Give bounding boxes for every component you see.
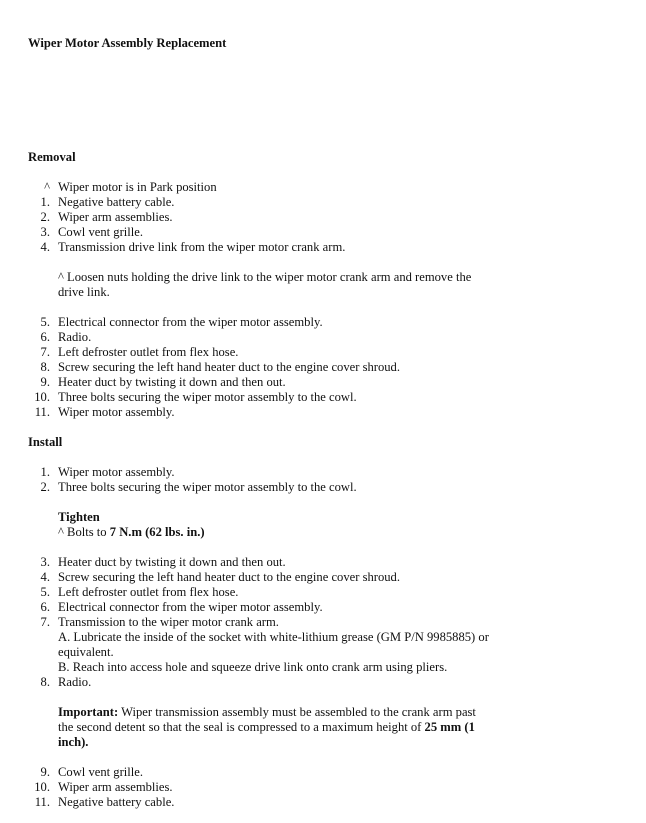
substep-a-cont: equivalent. [58, 645, 114, 659]
important-line [58, 705, 476, 720]
step-number: 3. [40, 225, 50, 239]
page-title: Wiper Motor Assembly Replacement [28, 36, 227, 50]
step-text: Cowl vent grille. [58, 765, 143, 779]
step-text: Heater duct by twisting it down and then out. [58, 555, 286, 569]
step-text: Screw securing the left hand heater duct to the engine cover shroud. [58, 360, 401, 374]
step-text: Negative battery cable. [58, 795, 175, 809]
step-text: Three bolts securing the wiper motor assembly to the cowl. [58, 480, 357, 494]
tighten-spec [58, 525, 205, 540]
important-label: Important: [58, 705, 119, 719]
step-text: Wiper arm assemblies. [58, 210, 173, 224]
step-text: Wiper motor assembly. [58, 405, 175, 419]
step-text: Left defroster outlet from flex hose. [58, 585, 239, 599]
substep-a: A. Lubricate the inside of the socket with white-lithium grease (GM P/N 9985885) or [58, 630, 489, 644]
step-text: Radio. [58, 675, 92, 689]
note-line: drive link. [58, 285, 110, 299]
step-number: 9. [40, 765, 50, 779]
install-heading: Install [28, 435, 63, 449]
step-text: Transmission drive link from the wiper motor crank arm. [58, 240, 346, 254]
important-text: the second detent so that the seal is compressed to a maximum height of [58, 720, 425, 734]
important-line [58, 720, 475, 735]
step-number: 4. [40, 240, 50, 254]
step-number: 6. [40, 600, 50, 614]
step-number: 8. [40, 360, 50, 374]
step-number: 5. [40, 315, 50, 329]
step-number: 5. [40, 585, 50, 599]
pre-note-text: Wiper motor is in Park position [58, 180, 217, 194]
substep-b: B. Reach into access hole and squeeze drive link onto crank arm using pliers. [58, 660, 448, 674]
step-text: Transmission to the wiper motor crank arm. [58, 615, 279, 629]
step-text: Cowl vent grille. [58, 225, 143, 239]
step-number: 3. [40, 555, 50, 569]
tighten-prefix: ^ Bolts to [58, 525, 110, 539]
step-text: Heater duct by twisting it down and then out. [58, 375, 286, 389]
step-number: 6. [40, 330, 50, 344]
step-number: 4. [40, 570, 50, 584]
step-number: 7. [40, 345, 50, 359]
step-number: 2. [40, 210, 50, 224]
step-number: 10. [34, 780, 50, 794]
note-line: ^ Loosen nuts holding the drive link to the wiper motor crank arm and remove the [58, 270, 472, 284]
step-text: Screw securing the left hand heater duct to the engine cover shroud. [58, 570, 401, 584]
step-text: Electrical connector from the wiper motor assembly. [58, 600, 323, 614]
important-value: 25 mm (1 [424, 720, 475, 734]
step-number: 8. [40, 675, 50, 689]
important-text: Wiper transmission assembly must be assembled to the crank arm past [118, 705, 476, 719]
step-number: 7. [40, 615, 50, 629]
torque-value: 7 N.m (62 lbs. in.) [109, 525, 205, 539]
step-number: 11. [34, 795, 50, 809]
step-number: 11. [34, 405, 50, 419]
tighten-label: Tighten [58, 510, 100, 524]
important-line: inch). [58, 735, 89, 749]
step-text: Left defroster outlet from flex hose. [58, 345, 239, 359]
step-number: 1. [40, 195, 50, 209]
step-number: 1. [40, 465, 50, 479]
caret-marker: ^ [44, 180, 50, 194]
removal-heading: Removal [28, 150, 76, 164]
step-text: Wiper motor assembly. [58, 465, 175, 479]
step-number: 2. [40, 480, 50, 494]
step-text: Wiper arm assemblies. [58, 780, 173, 794]
step-number: 9. [40, 375, 50, 389]
step-text: Negative battery cable. [58, 195, 175, 209]
step-number: 10. [34, 390, 50, 404]
step-text: Electrical connector from the wiper motor assembly. [58, 315, 323, 329]
step-text: Three bolts securing the wiper motor assembly to the cowl. [58, 390, 357, 404]
step-text: Radio. [58, 330, 92, 344]
